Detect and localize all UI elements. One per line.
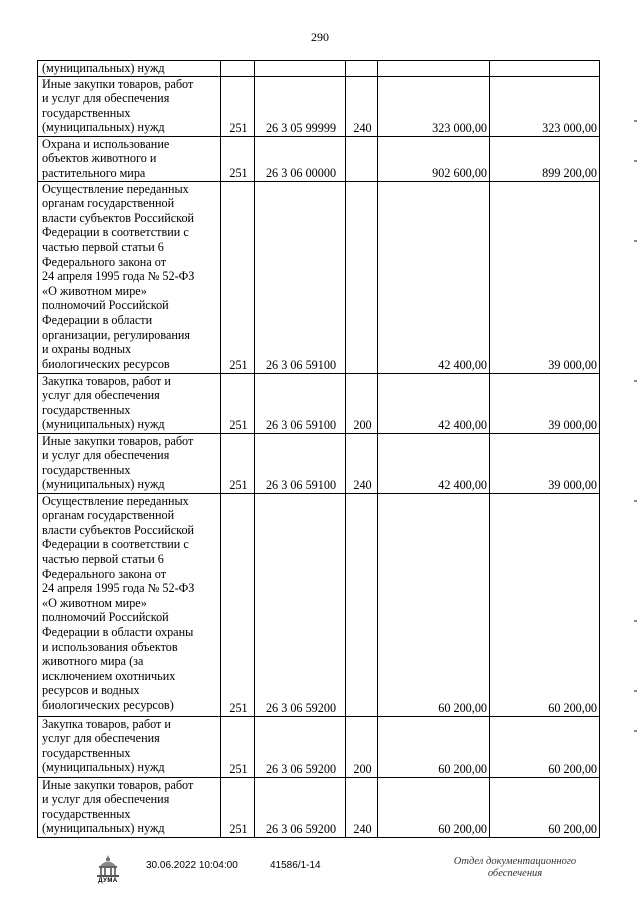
amount-year2-cell: 60 200,00	[490, 777, 600, 837]
page-number: 290	[311, 30, 329, 44]
department-code-cell: 251	[221, 493, 255, 716]
department-stamp	[440, 856, 590, 880]
department-stamp-line2: обеспечения	[487, 868, 543, 879]
table-row	[38, 493, 600, 716]
department-code-cell: 251	[221, 777, 255, 837]
target-article-cell: 26 3 06 59200	[255, 716, 346, 777]
target-article-cell: 26 3 06 59100	[255, 181, 346, 373]
department-code-cell: 251	[221, 136, 255, 181]
amount-year1-cell: 323 000,00	[378, 76, 490, 136]
item-name-cell: Иные закупки товаров, работ и услуг для обеспечения государственных (муниципальных) нужд	[38, 76, 221, 136]
department-code-cell: 251	[221, 373, 255, 433]
department-code-cell: 251	[221, 433, 255, 493]
amount-year2-cell: 39 000,00	[490, 433, 600, 493]
table-row	[38, 373, 600, 433]
item-name-cell: Закупка товаров, работ и услуг для обеспечения государственных (муниципальных) нужд	[38, 373, 221, 433]
amount-year2-cell	[490, 61, 600, 77]
expense-type-cell: 240	[346, 76, 378, 136]
table-body	[38, 61, 600, 838]
amount-year1-cell: 60 200,00	[378, 493, 490, 716]
amount-year2-cell: 323 000,00	[490, 76, 600, 136]
item-name-cell: Закупка товаров, работ и услуг для обеспечения государственных (муниципальных) нужд	[38, 716, 221, 777]
expense-type-cell	[346, 493, 378, 716]
table-row	[38, 76, 600, 136]
scan-edge-marks	[633, 120, 637, 760]
amount-year1-cell: 60 200,00	[378, 716, 490, 777]
item-name-cell: Иные закупки товаров, работ и услуг для обеспечения государственных (муниципальных) нужд	[38, 433, 221, 493]
expense-type-cell: 240	[346, 777, 378, 837]
expense-type-cell: 200	[346, 716, 378, 777]
amount-year2-cell: 60 200,00	[490, 493, 600, 716]
department-code-cell: 251	[221, 181, 255, 373]
amount-year2-cell: 39 000,00	[490, 373, 600, 433]
amount-year1-cell	[378, 61, 490, 77]
table-row	[38, 716, 600, 777]
expense-type-cell	[346, 61, 378, 77]
department-code-cell: 251	[221, 76, 255, 136]
target-article-cell: 26 3 06 59200	[255, 777, 346, 837]
footer	[0, 848, 640, 898]
department-code-cell: 251	[221, 716, 255, 777]
table-row	[38, 136, 600, 181]
target-article-cell	[255, 61, 346, 77]
amount-year2-cell: 39 000,00	[490, 181, 600, 373]
target-article-cell: 26 3 06 59200	[255, 493, 346, 716]
item-name-cell: Иные закупки товаров, работ и услуг для обеспечения государственных (муниципальных) нужд	[38, 777, 221, 837]
document-date: 30.06.2022 10:04:00	[146, 860, 238, 871]
duma-logo-icon: ДУМА	[94, 854, 122, 890]
target-article-cell: 26 3 05 99999	[255, 76, 346, 136]
amount-year2-cell: 60 200,00	[490, 716, 600, 777]
expense-type-cell: 240	[346, 433, 378, 493]
table-row	[38, 777, 600, 837]
amount-year1-cell: 42 400,00	[378, 373, 490, 433]
target-article-cell: 26 3 06 59100	[255, 433, 346, 493]
expense-type-cell: 200	[346, 373, 378, 433]
table-row	[38, 181, 600, 373]
amount-year1-cell: 42 400,00	[378, 433, 490, 493]
target-article-cell: 26 3 06 59100	[255, 373, 346, 433]
table-row	[38, 433, 600, 493]
item-name-cell: (муниципальных) нужд	[38, 61, 221, 77]
amount-year1-cell: 42 400,00	[378, 181, 490, 373]
amount-year2-cell: 899 200,00	[490, 136, 600, 181]
department-stamp-line1: Отдел документационного	[453, 856, 577, 867]
target-article-cell: 26 3 06 00000	[255, 136, 346, 181]
expense-type-cell	[346, 136, 378, 181]
department-code-cell	[221, 61, 255, 77]
item-name-cell: Осуществление переданных органам государственной власти субъектов Российской Федерации в соответствии с частью первой статьи 6 Федерального закона от 24 апреля 1995 года № 52-ФЗ «О животном мире» полномочий Российской Федерации в области организации, регулирования и охраны водных биологических ресурсов	[38, 181, 221, 373]
amount-year1-cell: 60 200,00	[378, 777, 490, 837]
budget-table	[37, 60, 600, 838]
table-row	[38, 61, 600, 77]
registration-number: 41586/1-14	[270, 860, 321, 871]
expense-type-cell	[346, 181, 378, 373]
item-name-cell: Осуществление переданных органам государственной власти субъектов Российской Федерации в соответствии с частью первой статьи 6 Федерального закона от 24 апреля 1995 года № 52-ФЗ «О животном мире» полномочий Российской Федерации в области охраны и использования объектов животного мира (за исключением охотничьих ресурсов и водных биологических ресурсов)	[38, 493, 221, 716]
amount-year1-cell: 902 600,00	[378, 136, 490, 181]
item-name-cell: Охрана и использование объектов животного и растительного мира	[38, 136, 221, 181]
